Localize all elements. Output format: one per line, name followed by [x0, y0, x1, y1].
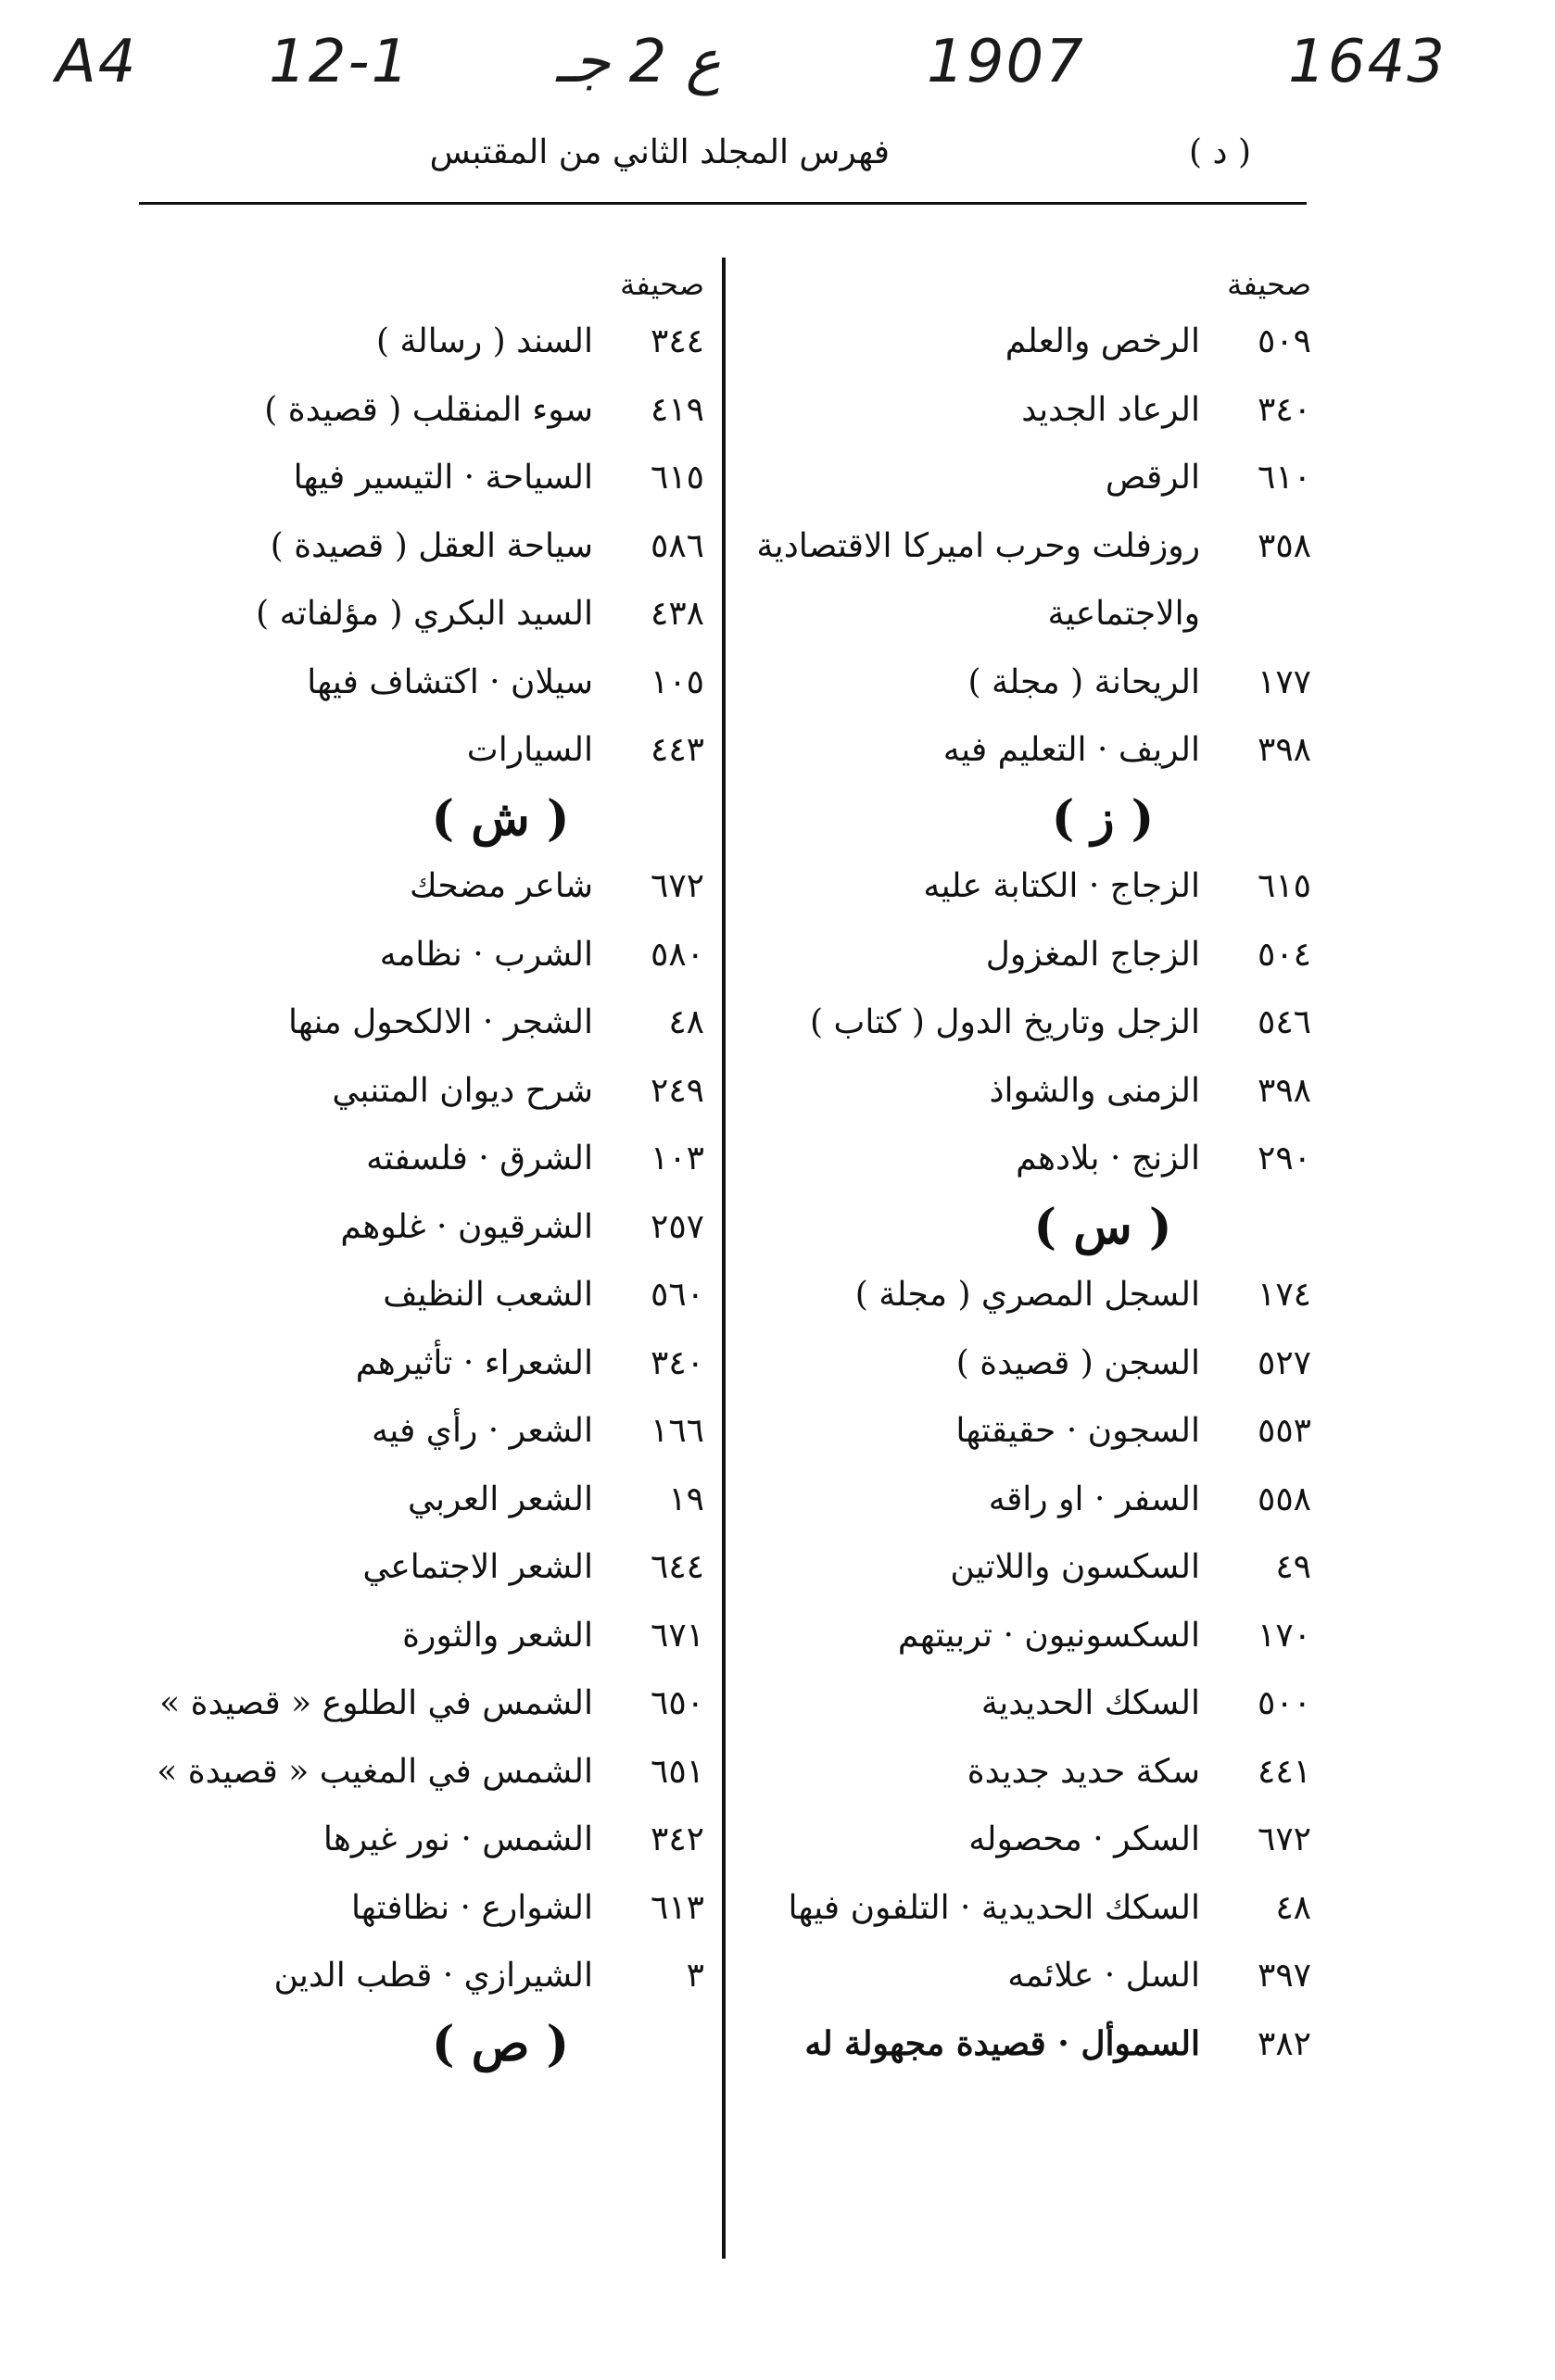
entry-title: السيد البكري ( مؤلفاته ): [256, 595, 593, 633]
entry-page-number: ٢٤٩: [650, 1071, 704, 1110]
entry-page-number: ٣٤٠: [650, 1343, 704, 1382]
entry-page-number: ٥٠٤: [1257, 935, 1311, 974]
entry-title: سياحة العقل ( قصيدة ): [270, 526, 593, 565]
entry-title: السجون · حقيقتها: [955, 1412, 1200, 1450]
section-letter-label: ( ص ): [431, 2015, 570, 2072]
entry-title: السفر · او راقه: [988, 1480, 1200, 1518]
index-entry: [139, 1125, 704, 1193]
entry-page-number: ٤٣٨: [650, 595, 704, 633]
entry-page-number: ٤٤١: [1257, 1752, 1311, 1791]
entry-title: السكر · محصوله: [968, 1820, 1200, 1858]
handwritten-a4: A4: [56, 28, 138, 96]
index-entry: [139, 989, 704, 1057]
index-entry: [139, 512, 704, 581]
entry-page-number: ٥٢٧: [1257, 1343, 1311, 1382]
entry-title: السل · علائمه: [1007, 1957, 1200, 1995]
entry-page-number: ٣٤٤: [650, 322, 704, 360]
index-entry: [139, 1669, 704, 1738]
entry-title: الشمس في المغيب « قصيدة »: [157, 1752, 593, 1791]
index-entry: [737, 1125, 1311, 1193]
entry-title: الشعر العربي: [408, 1480, 593, 1518]
section-letter-label: ( ش ): [431, 789, 570, 847]
entry-page-number: ٦٥٠: [650, 1684, 704, 1722]
entry-page-number: ٥٦٠: [650, 1276, 704, 1314]
index-column-right: [737, 261, 1311, 2078]
entry-title: الشرقيون · غلوهم: [340, 1207, 593, 1246]
entry-title: السكسون واللاتين: [950, 1548, 1200, 1586]
entry-page-number: ١٦٦: [650, 1412, 704, 1450]
index-entry: [139, 1602, 704, 1670]
entry-title: شاعر مضحك: [410, 867, 593, 905]
entry-page-number: ١٧٠: [1257, 1616, 1311, 1655]
index-entry: [139, 1533, 704, 1602]
entry-title: الشرق · فلسفته: [366, 1140, 593, 1177]
entry-title: الرخص والعلم: [1005, 322, 1200, 360]
entry-page-number: ٦١٥: [1257, 867, 1311, 905]
index-entry: [737, 1874, 1311, 1943]
index-column-left: [139, 261, 704, 2078]
entry-title: السجن ( قصيدة ): [955, 1343, 1200, 1382]
entry-title: الشوارع · نظافتها: [350, 1888, 593, 1927]
entry-page-number: ٦١٣: [650, 1888, 704, 1927]
page-letter: ( د ): [1188, 133, 1251, 171]
index-entry: [737, 1466, 1311, 1534]
index-entry: [139, 308, 704, 376]
entry-page-number: ٥٥٣: [1257, 1412, 1311, 1450]
entry-title: الرعاد الجديد: [1021, 390, 1200, 429]
page-header: [139, 130, 1307, 185]
index-entry: [737, 1329, 1311, 1398]
entry-title: والاجتماعية: [1047, 595, 1200, 633]
index-entry: [737, 1397, 1311, 1466]
entry-title: الزجاج المغزول: [985, 935, 1200, 974]
entry-page-number: ٤٨: [1275, 1888, 1311, 1927]
entry-page-number: ٦١٠: [1257, 459, 1311, 497]
index-entry: [139, 1738, 704, 1807]
index-entry: [737, 308, 1311, 376]
column-heading: صحيفة: [1227, 267, 1311, 302]
entry-title: الزجل وتاريخ الدول ( كتاب ): [810, 1003, 1200, 1041]
entry-title: الشجر · الالكحول منها: [287, 1003, 593, 1041]
index-entry: [737, 1602, 1311, 1670]
index-entry: [139, 852, 704, 921]
index-entry: [139, 649, 704, 717]
header-rule: [139, 202, 1307, 205]
entry-page-number: ١٧٧: [1257, 662, 1311, 701]
section-letter: [737, 1193, 1311, 1262]
index-entry: [737, 376, 1311, 445]
entry-page-number: ٦٥١: [650, 1752, 704, 1791]
entry-page-number: ١٧٤: [1257, 1276, 1311, 1314]
entry-page-number: ٦٧٢: [1257, 1820, 1311, 1858]
entry-title: السياحة · التيسير فيها: [293, 459, 593, 497]
entry-title: الشعب النظيف: [383, 1276, 593, 1314]
entry-title: السكسونيون · تربيتهم: [897, 1616, 1200, 1655]
entry-page-number: ٣٨٢: [1257, 2024, 1311, 2063]
index-entry: [139, 921, 704, 989]
entry-page-number: ٥٨٦: [650, 526, 704, 565]
index-entry: [737, 1057, 1311, 1126]
entry-title: الزنج · بلادهم: [1016, 1140, 1200, 1177]
entry-page-number: ٣: [686, 1957, 704, 1995]
entry-page-number: ٥٠٠: [1257, 1684, 1311, 1722]
entry-title: الشعر · رأي فيه: [371, 1412, 593, 1450]
entry-title: الشيرازي · قطب الدين: [273, 1957, 593, 1995]
entry-page-number: ١٠٣: [650, 1140, 704, 1177]
entry-title: الريف · التعليم فيه: [942, 731, 1200, 769]
index-entry: [139, 1874, 704, 1943]
index-entry: [737, 716, 1311, 785]
section-letter: [139, 2010, 704, 2079]
entry-title: السند ( رسالة ): [375, 322, 593, 360]
handwritten-year: 1907: [927, 28, 1085, 96]
entry-page-number: ٦١٥: [650, 459, 704, 497]
entry-page-number: ٥٥٨: [1257, 1480, 1311, 1518]
entry-page-number: ٣٤٠: [1257, 390, 1311, 429]
section-letter-label: ( ز ): [1051, 789, 1155, 847]
entry-page-number: ١٩: [668, 1480, 704, 1518]
entry-title: الزجاج · الكتابة عليه: [923, 867, 1200, 905]
entry-page-number: ٢٩٠: [1257, 1140, 1311, 1177]
entry-page-number: ٣٩٧: [1257, 1957, 1311, 1995]
index-entry: [737, 1806, 1311, 1874]
entry-title: الشعر والثورة: [402, 1616, 593, 1655]
entry-page-number: ٥٨٠: [650, 935, 704, 974]
entry-title: الرقص: [1105, 459, 1200, 497]
entry-title: سكة حديد جديدة: [967, 1752, 1200, 1791]
entry-title: الشعراء · تأثيرهم: [355, 1343, 593, 1382]
entry-page-number: ١٠٥: [650, 662, 704, 701]
handwritten-number: 12-1: [269, 28, 411, 96]
entry-title: الشمس · نور غيرها: [322, 1820, 593, 1858]
entry-page-number: ٣٤٢: [650, 1820, 704, 1858]
index-entry: [139, 1397, 704, 1466]
entry-page-number: ٤٩: [1275, 1548, 1311, 1586]
page-title: فهرس المجلد الثاني من المقتبس: [429, 133, 890, 171]
entry-page-number: ٦٤٤: [650, 1548, 704, 1586]
entry-title: السكك الحديدية: [980, 1684, 1200, 1722]
entry-title: السيارات: [466, 731, 593, 769]
index-entry: [139, 1466, 704, 1534]
entry-page-number: ٣٥٨: [1257, 526, 1311, 565]
column-divider: [722, 258, 726, 2259]
entry-title: الزمنى والشواذ: [989, 1071, 1200, 1110]
index-entry: [139, 1261, 704, 1329]
index-entry: [139, 444, 704, 512]
index-entry: [737, 921, 1311, 989]
section-letter: [139, 785, 704, 853]
index-entry: [139, 1806, 704, 1874]
handwritten-id: 1643: [1288, 28, 1447, 96]
entry-title: الشعر الاجتماعي: [362, 1548, 593, 1586]
entry-title: سوء المنقلب ( قصيدة ): [264, 390, 593, 429]
index-entry: [737, 580, 1311, 649]
index-entry: [737, 2010, 1311, 2079]
entry-page-number: ٣٩٨: [1257, 1071, 1311, 1110]
entry-page-number: ٤١٩: [650, 390, 704, 429]
entry-page-number: ٤٤٣: [650, 731, 704, 769]
index-entry: [139, 716, 704, 785]
index-entry: [737, 1261, 1311, 1329]
index-entry: [737, 1738, 1311, 1807]
entry-page-number: ٦٧٢: [650, 867, 704, 905]
entry-title: السكك الحديدية · التلفون فيها: [788, 1888, 1200, 1927]
entry-title: السجل المصري ( مجلة ): [854, 1276, 1200, 1314]
column-heading: صحيفة: [620, 267, 704, 302]
entry-page-number: ٥٤٦: [1257, 1003, 1311, 1041]
index-entry: [737, 1533, 1311, 1602]
index-entry: [737, 444, 1311, 512]
entry-title: شرح ديوان المتنبي: [332, 1071, 593, 1110]
index-entry: [737, 1942, 1311, 2010]
entry-title: السموأل · قصيدة مجهولة له: [804, 2023, 1200, 2063]
index-entry: [139, 376, 704, 445]
index-entry: [737, 512, 1311, 581]
entry-title: الريحانة ( مجلة ): [967, 662, 1200, 701]
entry-title: الشرب · نظامه: [379, 935, 593, 974]
index-entry: [737, 649, 1311, 717]
index-entry: [139, 1057, 704, 1126]
index-entry: [139, 1193, 704, 1262]
handwritten-arabic-note: ع 2 جـ: [556, 28, 721, 96]
index-entry: [139, 1329, 704, 1398]
index-entry: [737, 1669, 1311, 1738]
index-entry: [139, 580, 704, 649]
entry-page-number: ٣٩٨: [1257, 731, 1311, 769]
entry-page-number: ٦٧١: [650, 1616, 704, 1655]
entry-page-number: ٢٥٧: [650, 1207, 704, 1246]
entry-title: الشمس في الطلوع « قصيدة »: [159, 1684, 593, 1722]
index-entry: [737, 989, 1311, 1057]
entry-page-number: ٤٨: [668, 1003, 704, 1041]
entry-title: روزفلت وحرب اميركا الاقتصادية: [756, 526, 1200, 565]
index-entry: [139, 1942, 704, 2010]
entry-page-number: ٥٠٩: [1257, 322, 1311, 360]
index-entry: [737, 852, 1311, 921]
entry-title: سيلان · اكتشاف فيها: [307, 662, 593, 701]
section-letter-label: ( س ): [1033, 1198, 1172, 1255]
section-letter: [737, 785, 1311, 853]
